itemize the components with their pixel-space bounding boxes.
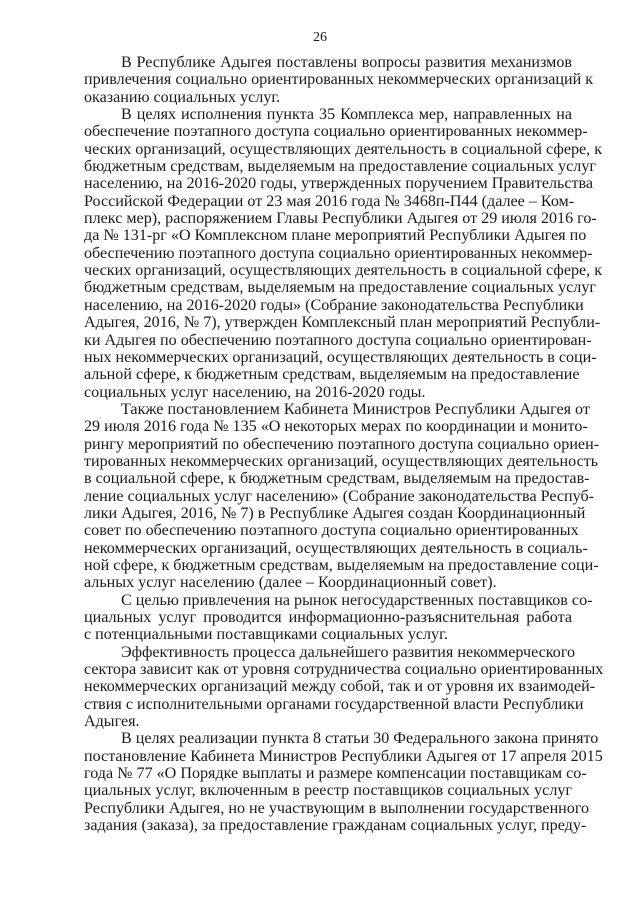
text-line: С целью привлечения на рынок негосударственных поставщиков со- xyxy=(121,591,593,609)
text-line: с потенциальными поставщиками социальных услуг. xyxy=(84,626,448,644)
text-line: постановление Кабинета Министров Республики Адыгея от 17 апреля 2015 xyxy=(84,747,603,765)
text-line: циальных услуг, включенным в реестр поставщиков социальных услуг xyxy=(84,782,572,800)
text-line: социальных услуг населению, на 2016-2020 годы. xyxy=(84,383,426,401)
text-line: ческих организаций, осуществляющих деятельность в социальной сфере, к xyxy=(84,262,603,280)
text-line: бюджетным средствам, выделяемым на предоставление социальных услуг xyxy=(84,158,596,176)
text-line: 29 июля 2016 года № 135 «О некоторых мерах по координации и монито- xyxy=(84,418,588,436)
paragraph xyxy=(84,54,594,106)
document-body xyxy=(84,54,604,835)
paragraph xyxy=(84,730,603,835)
text-line: оказанию социальных услуг. xyxy=(84,88,281,106)
text-line: В целях исполнения пункта 35 Комплекса мер, направленных на xyxy=(121,106,572,124)
text-line: сектора зависит как от уровня сотрудничества социально ориентированных xyxy=(84,661,604,679)
text-line: обеспечение поэтапного доступа социально ориентированных некоммер- xyxy=(84,123,588,141)
text-line: обеспечению поэтапного доступа социально ориентированных некоммер- xyxy=(84,244,593,262)
text-line: задания (заказа), за предоставление гражданам социальных услуг, преду- xyxy=(84,817,587,835)
text-line: ной сфере, к бюджетным средствам, выделяемым на предоставление соци- xyxy=(84,556,599,574)
text-line: тированных некоммерческих организаций, осуществляющих деятельность xyxy=(84,452,599,470)
text-line: населению, на 2016-2020 годы» (Собрание законодательства Республики xyxy=(84,296,584,314)
text-line: населению, на 2016-2020 годы, утвержденных поручением Правительства xyxy=(84,175,594,193)
text-line: Эффективность процесса дальнейшего развития некоммерческого xyxy=(121,643,576,661)
paragraph xyxy=(84,591,593,644)
text-line: ствия с исполнительными органами государственной власти Республики xyxy=(84,695,584,713)
text-line: года № 77 «О Порядке выплаты и размере компенсации поставщикам со- xyxy=(84,765,587,783)
text-line: совет по обеспечению поэтапного доступа социально ориентированных xyxy=(84,522,579,540)
text-line: Адыгея. xyxy=(84,713,140,731)
text-line: лики Адыгея, 2016, № 7) в Республике Адыгея создан Координационный xyxy=(84,504,586,522)
text-line: В Республике Адыгея поставлены вопросы развития механизмов xyxy=(121,54,572,71)
text-line: ки Адыгея по обеспечению поэтапного доступа социально ориентирован- xyxy=(84,331,592,349)
text-line: привлечения социально ориентированных некоммерческих организаций к xyxy=(84,71,594,89)
text-line: Республики Адыгея, но не участвующим в выполнении государственного xyxy=(84,799,590,817)
text-line: ление социальных услуг населению» (Собрание законодательства Респуб- xyxy=(84,487,595,505)
text-line: Российской Федерации от 23 мая 2016 года № 3468п-П44 (далее – Ком- xyxy=(84,192,575,210)
text-line: альной сфере, к бюджетным средствам, выделяемым на предоставление xyxy=(84,366,580,384)
text-line: ческих организаций, осуществляющих деятельность в социальной сфере, к xyxy=(84,140,603,158)
text-line: некоммерческих организаций, осуществляющих деятельность в социаль- xyxy=(84,539,588,557)
page-number: 26 xyxy=(313,30,327,45)
text-line: Также постановлением Кабинета Министров Республики Адыгея от xyxy=(121,400,590,418)
text-line: плекс мер), распоряжением Главы Республики Адыгея от 29 июля 2016 го- xyxy=(84,210,597,228)
text-line: в социальной сфере, к бюджетным средствам, выделяемым на предостав- xyxy=(84,470,590,488)
paragraph xyxy=(84,400,600,592)
text-line: Адыгея, 2016, № 7), утвержден Комплексный план мероприятий Республи- xyxy=(84,314,601,332)
text-line: некоммерческих организаций между собой, так и от уровня их взаимодей- xyxy=(84,678,596,696)
text-line: ных некоммерческих организаций, осуществляющих деятельность в соци- xyxy=(84,348,597,366)
text-line: да № 131-рг «О Комплексном плане мероприятий Республики Адыгея по xyxy=(84,227,587,245)
text-line: циальных услуг проводится информационно-разъяснительная работа xyxy=(84,609,572,626)
paragraph xyxy=(84,643,604,731)
text-line: В целях реализации пункта 8 статьи 30 Федерального закона принято xyxy=(121,730,599,748)
text-line: бюджетным средствам, выделяемым на предоставление социальных услуг xyxy=(84,279,596,297)
text-line: рингу мероприятий по обеспечению поэтапного доступа социально ориен- xyxy=(84,435,600,453)
paragraph xyxy=(84,106,603,401)
text-line: альных услуг населению (далее – Координационный совет). xyxy=(84,574,497,592)
